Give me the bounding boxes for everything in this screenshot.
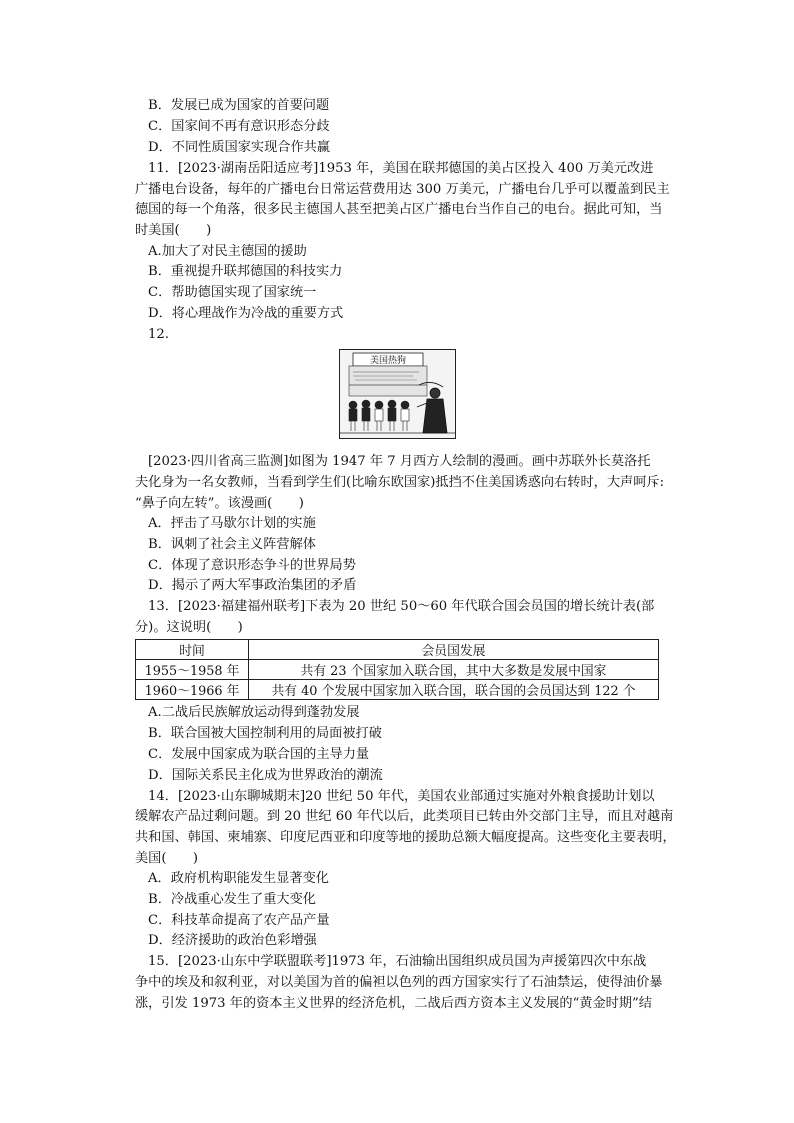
q11-option-b[interactable]: B．重视提升联邦德国的科技实力 (148, 264, 343, 279)
q12-option-d[interactable]: D．揭示了两大军事政治集团的矛盾 (148, 578, 357, 593)
q12-option-c[interactable]: C．体现了意识形态争斗的世界局势 (148, 558, 356, 573)
q11-stem-line-3: 德国的每一个角落，很多民主德国人甚至把美占区广播电台当作自己的电台。据此可知，当 (135, 202, 663, 217)
table-header-row (136, 640, 659, 660)
q15-stem-line-2: 争中的埃及和叙利亚，对以美国为首的偏袒以色列的西方国家实行了石油禁运，使得油价暴 (135, 975, 663, 990)
q13-stem-line-1: 13．[2023·福建福州联考]下表为 20 世纪 50～60 年代联合国会员国的增长统计表(部 (148, 599, 655, 614)
q12-stem-line-2: 夫化身为一名女教师，当看到学生们(比喻东欧国家)抵挡不住美国诱惑向右转时，大声呵斥: (135, 475, 665, 490)
table-row (136, 680, 659, 700)
q14-stem-line-1: 14．[2023·山东聊城期末]20 世纪 50 年代，美国农业部通过实施对外粮食援助计划以 (148, 789, 655, 804)
table-cell: 1960～1966 年 (136, 680, 249, 700)
q11-stem-line-1: 11．[2023·湖南岳阳适应考]1953 年，美国在联邦德国的美占区投入 400 万美元改进 (148, 161, 654, 176)
table-row (136, 660, 659, 680)
q15-stem-line-1: 15．[2023·山东中学联盟联考]1973 年，石油输出国组织成员国为声援第四次中东战 (148, 954, 647, 969)
q14-option-a[interactable]: A．政府机构职能发生显著变化 (148, 871, 329, 886)
q12-stem-line-3: “鼻子向左转”。该漫画( ) (135, 496, 304, 511)
q10-option-d[interactable]: D．不同性质国家实现合作共赢 (148, 140, 331, 155)
table-cell: 共有 23 个国家加入联合国，其中大多数是发展中国家 (249, 660, 659, 680)
q11-stem-line-2: 广播电台设备，每年的广播电台日常运营费用达 300 万美元，广播电台几乎可以覆盖到民主 (135, 182, 670, 197)
member-growth-table (135, 639, 659, 700)
political-cartoon-image (339, 349, 456, 439)
q12-option-b[interactable]: B．讽刺了社会主义阵营解体 (148, 537, 316, 552)
q13-option-c[interactable]: C．发展中国家成为联合国的主导力量 (148, 747, 370, 762)
q11-option-c[interactable]: C．帮助德国实现了国家统一 (148, 285, 317, 300)
q11-option-a[interactable]: A.加大了对民主德国的援助 (148, 244, 307, 259)
q14-stem-line-2: 缓解农产品过剩问题。到 20 世纪 60 年代以后，此类项目已转由外交部门主导，而且对越南 (135, 809, 674, 824)
q13-option-a[interactable]: A.二战后民族解放运动得到蓬勃发展 (148, 705, 360, 720)
table-cell: 1955～1958 年 (136, 660, 249, 680)
q10-option-c[interactable]: C．国家间不再有意识形态分歧 (148, 119, 330, 134)
q13-option-d[interactable]: D．国际关系民主化成为世界政治的潮流 (148, 768, 383, 783)
table-header-cell: 时间 (136, 640, 249, 660)
q12-stem-line-1: [2023·四川省高三监测]如图为 1947 年 7 月西方人绘制的漫画。画中苏联外长莫洛托 (148, 454, 651, 469)
table-cell: 共有 40 个发展中国家加入联合国，联合国的会员国达到 122 个 (249, 680, 659, 700)
q11-option-d[interactable]: D．将心理战作为冷战的重要方式 (148, 306, 344, 321)
q11-stem-line-4: 时美国( ) (135, 223, 212, 238)
q14-option-c[interactable]: C．科技革命提高了农产品产量 (148, 913, 330, 928)
q14-option-d[interactable]: D．经济援助的政治色彩增强 (148, 933, 317, 948)
q10-option-b[interactable]: B．发展已成为国家的首要问题 (148, 98, 330, 113)
q14-option-b[interactable]: B．冷战重心发生了重大变化 (148, 892, 316, 907)
comic-sign-text: 美国热狗 (369, 356, 407, 366)
q13-option-b[interactable]: B．联合国被大国控制利用的局面被打破 (148, 726, 382, 741)
q12-number: 12. (148, 327, 169, 342)
q12-option-a[interactable]: A．抨击了马歇尔计划的实施 (148, 516, 316, 531)
table-header-cell: 会员国发展 (249, 640, 659, 660)
q15-stem-line-3: 涨，引发 1973 年的资本主义世界的经济危机，二战后西方资本主义发展的“黄金时期”结 (135, 996, 652, 1011)
q13-stem-line-2: 分)。这说明( ) (135, 620, 243, 635)
q14-stem-line-3: 共和国、韩国、柬埔寨、印度尼西亚和印度等地的援助总额大幅度提高。这些变化主要表明， (135, 830, 676, 845)
q14-stem-line-4: 美国( ) (135, 851, 199, 866)
